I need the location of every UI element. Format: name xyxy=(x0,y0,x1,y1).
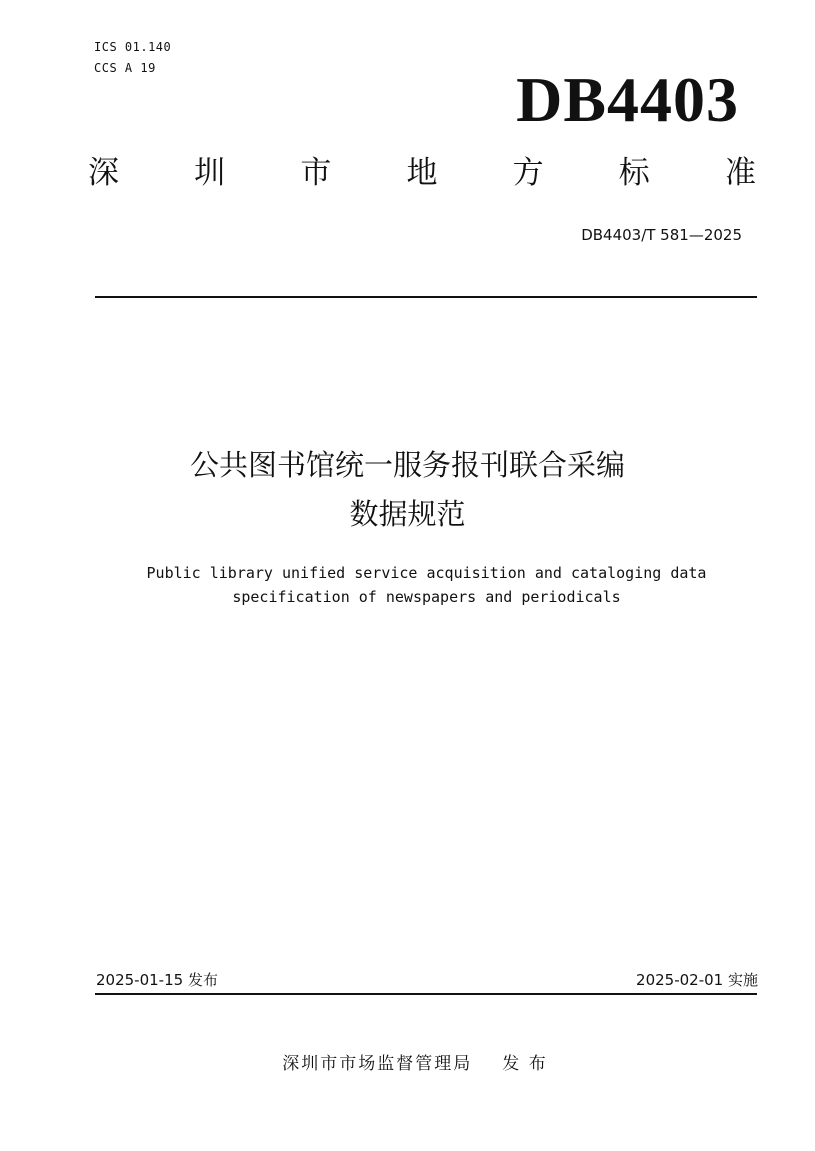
standard-type-char: 市 xyxy=(300,155,332,191)
title-english-line1: Public library unified service acquisition and cataloging data xyxy=(146,564,707,582)
standard-type xyxy=(88,155,756,191)
ics-code: ICS 01.140 xyxy=(94,40,172,54)
standard-type-char: 圳 xyxy=(194,155,226,191)
issue-date: 2025-01-15 发布 xyxy=(96,971,218,989)
title-chinese-line1: 公共图书馆统一服务报刊联合采编 xyxy=(189,448,625,482)
issuing-authority xyxy=(0,1056,815,1073)
title-english-line2: specification of newspapers and periodicals xyxy=(232,588,621,606)
standard-type-char: 标 xyxy=(618,155,650,191)
standard-type-char: 深 xyxy=(88,155,119,191)
issuer-name: 深圳市市场监督管理局 xyxy=(282,1054,473,1074)
ccs-code: CCS A 19 xyxy=(94,61,156,75)
title-chinese-line2: 数据规范 xyxy=(349,497,466,531)
standard-type-char: 准 xyxy=(724,155,756,191)
standard-mark: DB4403 xyxy=(516,64,739,135)
implementation-date: 2025-02-01 实施 xyxy=(636,971,758,989)
standard-type-char: 地 xyxy=(406,155,438,191)
footer-divider xyxy=(95,993,757,995)
standard-type-char: 方 xyxy=(512,155,544,191)
issuer-action: 发 布 xyxy=(502,1054,548,1074)
standard-number: DB4403/T 581—2025 xyxy=(581,226,742,244)
header-divider xyxy=(95,296,757,298)
